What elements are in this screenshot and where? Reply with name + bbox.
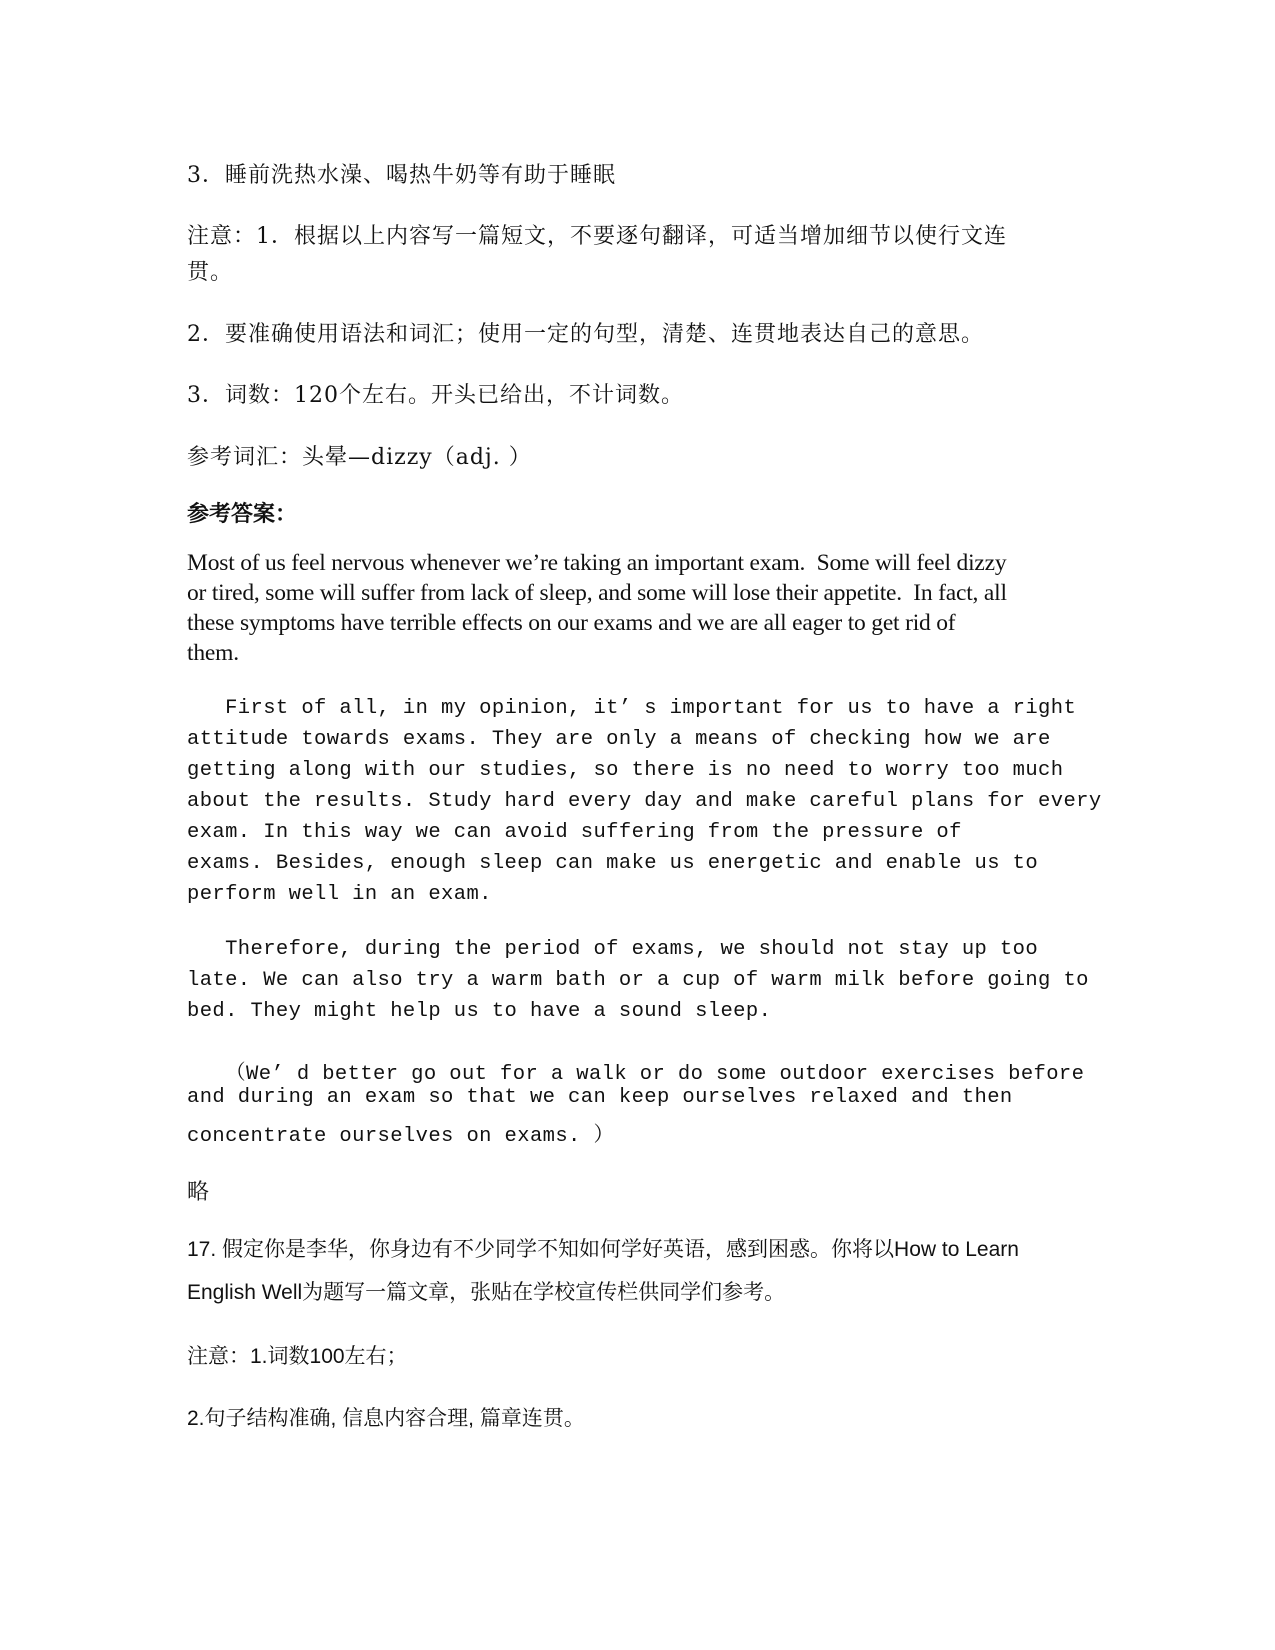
answer-para4-line3: concentrate ourselves on exams. ）: [187, 1125, 615, 1148]
text-line-3: 贯。: [187, 260, 234, 285]
answer-para4-line1: （We’ d better go out for a walk or do some outdoor exercises before: [187, 1063, 1085, 1086]
text-line-2: 注意：1．根据以上内容写一篇短文，不要逐句翻译，可适当增加细节以使行文连: [187, 224, 1007, 249]
answer-para2-line3: getting along with our studies, so there is no need to worry too much: [187, 759, 1064, 782]
answer-para3-line2: late. We can also try a warm bath or a cup of warm milk before going to: [187, 969, 1089, 992]
question-17-line2: English Well为题写一篇文章，张贴在学校宣传栏供同学们参考。: [187, 1281, 786, 1304]
answer-para1-line2: or tired, some will suffer from lack of sleep, and some will lose their appetite. In fact, all: [187, 580, 1007, 606]
answer-para1-line3: these symptoms have terrible effects on our exams and we are all eager to get rid of: [187, 610, 956, 636]
answer-para2-line2: attitude towards exams. They are only a means of checking how we are: [187, 728, 1051, 751]
question-17-note2: 2.句子结构准确, 信息内容合理, 篇章连贯。: [187, 1407, 585, 1430]
text-line-1: 3．睡前洗热水澡、喝热牛奶等有助于睡眠: [187, 163, 616, 188]
text-line-6: 参考词汇：头晕—dizzy（adj. ）: [187, 445, 532, 470]
question-17-note1: 注意：1.词数100左右；: [187, 1345, 408, 1368]
text-line-4: 2．要准确使用语法和词汇；使用一定的句型，清楚、连贯地表达自己的意思。: [187, 322, 984, 347]
answer-para2-line4: about the results. Study hard every day and make careful plans for every: [187, 790, 1102, 813]
answer-para3-line3: bed. They might help us to have a sound sleep.: [187, 1000, 772, 1023]
omitted-note: 略: [187, 1180, 211, 1205]
answer-para2-line5: exam. In this way we can avoid suffering from the pressure of: [187, 821, 962, 844]
answer-heading: 参考答案：: [187, 502, 298, 527]
answer-para1-line1: Most of us feel nervous whenever we’re taking an important exam. Some will feel dizzy: [187, 550, 1007, 576]
answer-para2-line6: exams. Besides, enough sleep can make us energetic and enable us to: [187, 852, 1039, 875]
answer-para1-line4: them.: [187, 640, 239, 666]
text-line-5: 3．词数：120个左右。开头已给出，不计词数。: [187, 383, 684, 408]
answer-para4-line2: and during an exam so that we can keep ourselves relaxed and then: [187, 1086, 1013, 1109]
question-17-line1: 17. 假定你是李华，你身边有不少同学不知如何学好英语，感到困惑。你将以How to Learn: [187, 1238, 1019, 1261]
answer-para3-line1: Therefore, during the period of exams, we should not stay up too: [187, 938, 1039, 961]
answer-para2-line7: perform well in an exam.: [187, 883, 492, 906]
answer-para2-line1: First of all, in my opinion, it’ s important for us to have a right: [187, 697, 1077, 720]
